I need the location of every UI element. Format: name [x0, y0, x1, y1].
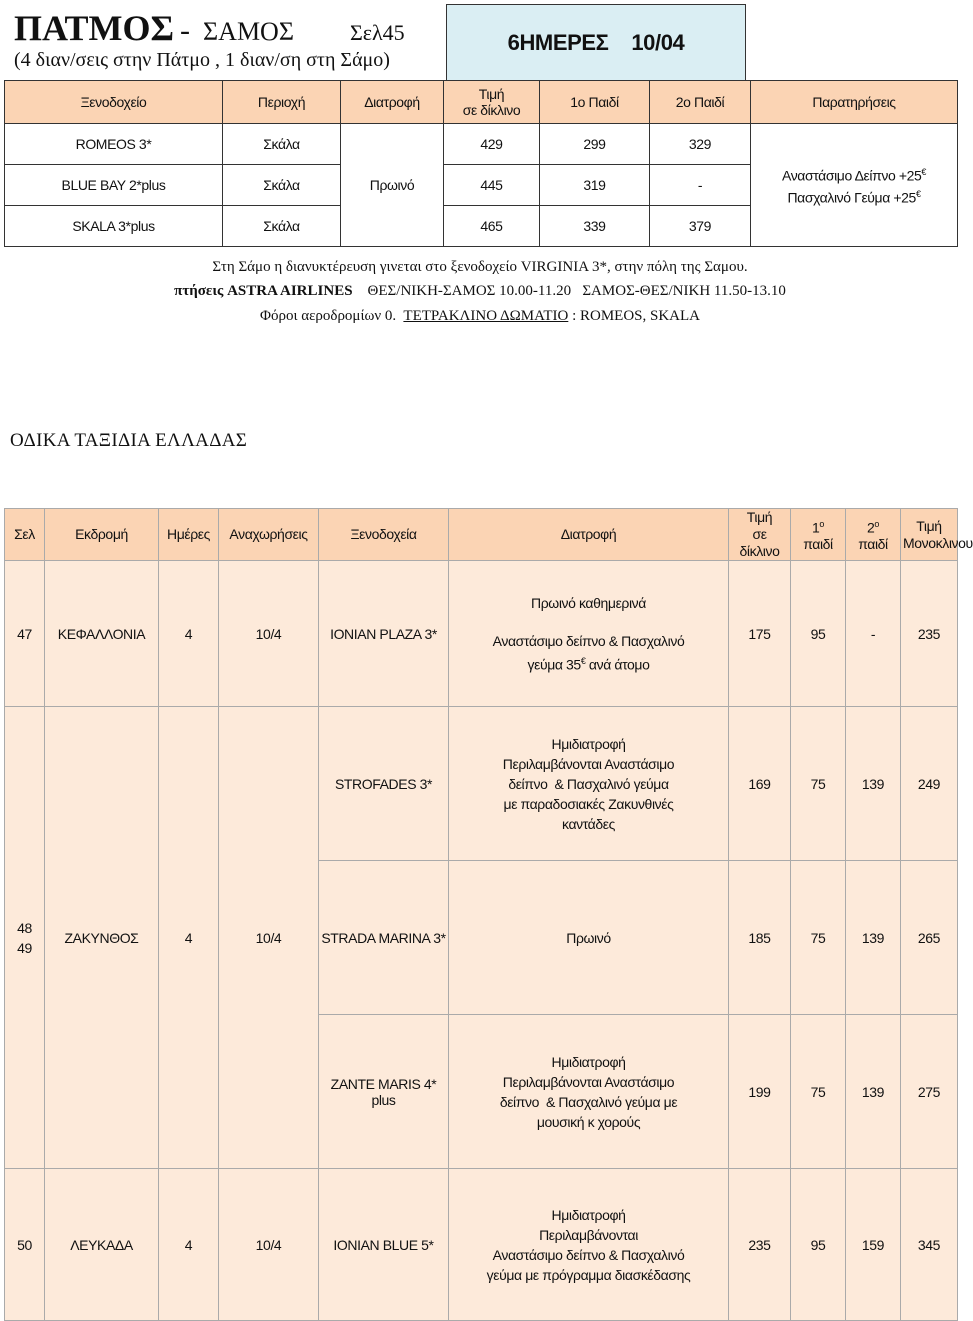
col-price-l1: Τιμή — [746, 509, 773, 525]
price-cell: 175 — [729, 561, 791, 707]
table-row-lefkada — [5, 1169, 958, 1321]
col-hotel: Ξενοδοχείο — [5, 81, 223, 124]
table-header-row — [5, 81, 958, 124]
notes-line1: Αναστάσιμο Δείπνο +25 — [782, 168, 922, 184]
col-notes: Παρατηρήσεις — [751, 81, 958, 124]
col-child1-word: παιδί — [803, 536, 833, 553]
board-line: Περιλαμβάνονται Αναστάσιμο — [502, 1073, 675, 1090]
col-single-l2: Μονοκλινου — [903, 534, 973, 551]
child2-cell: 159 — [846, 1169, 901, 1321]
col-child1: 1ο Παιδί — [540, 81, 650, 124]
table-row — [5, 124, 958, 165]
board-line: Αναστάσιμο δείπνο & Πασχαλινό — [492, 1246, 685, 1263]
hotel-cell: ROMEOS 3* — [5, 124, 223, 165]
child2-cell: - — [650, 165, 751, 206]
child1-cell: 95 — [791, 561, 846, 707]
notes-line2: Πασχαλινό Γεύμα +25 — [787, 189, 916, 206]
area-cell: Σκάλα — [223, 165, 341, 206]
child1-cell: 339 — [540, 206, 650, 247]
page-ref: Σελ45 — [349, 20, 405, 45]
col-child1-num: 1 — [812, 519, 820, 536]
board-line: μουσική κ χορούς — [536, 1113, 641, 1130]
col-child2-sup: ο — [874, 518, 879, 529]
board-line: Ημιδιατροφή — [551, 735, 626, 752]
board-line: Περιλαμβάνονται — [539, 1226, 638, 1243]
table-header-row — [5, 509, 958, 561]
page-cell: 47 — [5, 561, 45, 707]
dep-cell: 10/4 — [219, 707, 319, 1169]
price-cell: 185 — [729, 861, 791, 1015]
child2-cell: 139 — [846, 707, 901, 861]
col-child1 — [791, 509, 846, 561]
child2-cell: 139 — [846, 861, 901, 1015]
area-cell: Σκάλα — [223, 206, 341, 247]
days-cell: 4 — [159, 1169, 219, 1321]
hotel-cell: BLUE BAY 2*plus — [5, 165, 223, 206]
col-child2-word: παιδί — [858, 536, 888, 553]
col-single — [901, 509, 973, 561]
hotel-cell: STROFADES 3* — [319, 707, 449, 861]
euro-sup: € — [580, 655, 586, 666]
col-days: Ημέρες — [159, 509, 219, 561]
section-title: ΟΔΙΚΑ ΤΑΞΙΔΙΑ ΕΛΛΑΔΑΣ — [10, 430, 248, 451]
trip-cell: ΚΕΦΑΛΛΟΝΙΑ — [45, 561, 159, 707]
page-title — [14, 8, 405, 53]
child2-cell: 139 — [846, 1015, 901, 1169]
col-child2-num: 2 — [867, 519, 875, 536]
board-cell — [449, 707, 729, 861]
child1-cell: 75 — [791, 1015, 846, 1169]
col-trip: Εκδρομή — [45, 509, 159, 561]
note-quad-room: ΤΕΤΡΑΚΛΙΝΟ ΔΩΜΑΤΙΟ — [403, 308, 569, 324]
note-airline: πτήσεις ASTRA AIRLINES — [174, 283, 353, 299]
hotel-cell: IONIAN BLUE 5* — [319, 1169, 449, 1321]
hotel-cell: SKALA 3*plus — [5, 206, 223, 247]
note-quad-hotels: : ROMEOS, SKALA — [568, 308, 700, 324]
board-line-part: γεύμα 35 — [527, 656, 581, 673]
col-board: Διατροφή — [449, 509, 729, 561]
board-line: δείπνο & Πασχαλινό γεύμα — [508, 775, 669, 792]
notes-cell — [751, 124, 958, 247]
col-page: Σελ — [5, 509, 45, 561]
board-cell — [449, 1015, 729, 1169]
hotel-cell: STRADA MARINA 3* — [319, 861, 449, 1015]
page-num: 48 — [17, 919, 32, 936]
note-flights — [0, 280, 960, 302]
note-taxes — [0, 305, 960, 327]
days-cell: 4 — [159, 561, 219, 707]
patmos-price-table — [4, 80, 958, 247]
col-price-l2: σε δίκλινο — [739, 526, 780, 559]
col-board: Διατροφή — [341, 81, 444, 124]
board-line: καντάδες — [562, 815, 615, 832]
board-line: Πρωινό καθημερινά — [531, 594, 646, 611]
col-single-l1: Τιμή — [916, 517, 942, 534]
col-departures: Αναχωρήσεις — [219, 509, 319, 561]
single-cell: 345 — [901, 1169, 958, 1321]
col-child2: 2ο Παιδί — [650, 81, 751, 124]
note-flight-times: ΘΕΣ/ΝΙΚΗ-ΣΑΜΟΣ 10.00-11.20 ΣΑΜΟΣ-ΘΕΣ/ΝΙΚΗ 11.50-13.10 — [352, 283, 786, 299]
child1-cell: 75 — [791, 707, 846, 861]
euro-sup: € — [915, 189, 921, 199]
board-line: Ημιδιατροφή — [551, 1053, 626, 1070]
board-line-part: ανά άτομο — [585, 656, 650, 673]
table-row-strofades — [5, 707, 958, 861]
board-line: Ημιδιατροφή — [551, 1206, 626, 1223]
board-cell — [449, 561, 729, 707]
col-child1-sup: ο — [819, 518, 824, 529]
page-num: 49 — [17, 939, 32, 956]
board-line: δείπνο & Πασχαλινό γεύμα με — [499, 1093, 678, 1110]
price-cell: 199 — [729, 1015, 791, 1169]
dep-cell: 10/4 — [219, 561, 319, 707]
price-cell: 169 — [729, 707, 791, 861]
euro-sup: € — [921, 167, 926, 178]
price-cell: 429 — [444, 124, 540, 165]
col-area: Περιοχή — [223, 81, 341, 124]
single-cell: 275 — [901, 1015, 958, 1169]
note-taxes-text: Φόροι αεροδρομίων 0. — [260, 308, 404, 324]
board-line: με παραδοσιακές Ζακυνθινές — [503, 795, 674, 812]
title-second: ΣΑΜΟΣ — [203, 17, 294, 46]
duration-box — [446, 4, 746, 82]
col-child2 — [846, 509, 901, 561]
price-cell: 235 — [729, 1169, 791, 1321]
col-price-l1: Τιμή — [478, 86, 505, 102]
board-cell: Πρωινό — [341, 124, 444, 247]
single-cell: 249 — [901, 707, 958, 861]
title-dash: - — [180, 14, 191, 47]
child1-cell: 75 — [791, 861, 846, 1015]
trip-cell: ΖΑΚΥΝΘΟΣ — [45, 707, 159, 1169]
child2-cell: - — [846, 561, 901, 707]
page-subtitle: (4 διαν/σεις στην Πάτμο , 1 διαν/ση στη Σάμο) — [14, 49, 390, 71]
table-row-kefalonia — [5, 561, 958, 707]
child2-cell: 379 — [650, 206, 751, 247]
board-cell — [449, 1169, 729, 1321]
days-cell: 4 — [159, 707, 219, 1169]
col-price-l2: σε δίκλινο — [462, 102, 521, 118]
board-line: Περιλαμβάνονται Αναστάσιμο — [502, 755, 675, 772]
col-price — [444, 81, 540, 124]
page-cell — [5, 707, 45, 1169]
trip-cell: ΛΕΥΚΑΔΑ — [45, 1169, 159, 1321]
hotel-cell: IONIAN PLAZA 3* — [319, 561, 449, 707]
child1-cell: 95 — [791, 1169, 846, 1321]
board-line — [451, 651, 726, 675]
child1-cell: 319 — [540, 165, 650, 206]
col-price — [729, 509, 791, 561]
page-cell: 50 — [5, 1169, 45, 1321]
duration-text: 6ΗΜΕΡΕΣ 10/04 — [507, 30, 685, 55]
col-hotels: Ξενοδοχεία — [319, 509, 449, 561]
note-virginia: Στη Σάμο η διανυκτέρευση γινεται στο ξενοδοχείο VIRGINIA 3*, στην πόλη της Σαμου. — [212, 259, 748, 275]
single-cell: 235 — [901, 561, 958, 707]
hotel-cell: ZANTE MARIS 4* plus — [319, 1015, 449, 1169]
board-cell: Πρωινό — [449, 861, 729, 1015]
title-main: ΠΑΤΜΟΣ — [14, 8, 175, 48]
price-cell: 445 — [444, 165, 540, 206]
price-cell: 465 — [444, 206, 540, 247]
board-line: γεύμα με πρόγραμμα διασκέδασης — [486, 1266, 691, 1283]
board-line: Αναστάσιμο δείπνο & Πασχαλινό — [492, 632, 685, 649]
dep-cell: 10/4 — [219, 1169, 319, 1321]
road-trips-table — [4, 508, 973, 1321]
single-cell: 265 — [901, 861, 958, 1015]
child1-cell: 299 — [540, 124, 650, 165]
area-cell: Σκάλα — [223, 124, 341, 165]
child2-cell: 329 — [650, 124, 751, 165]
